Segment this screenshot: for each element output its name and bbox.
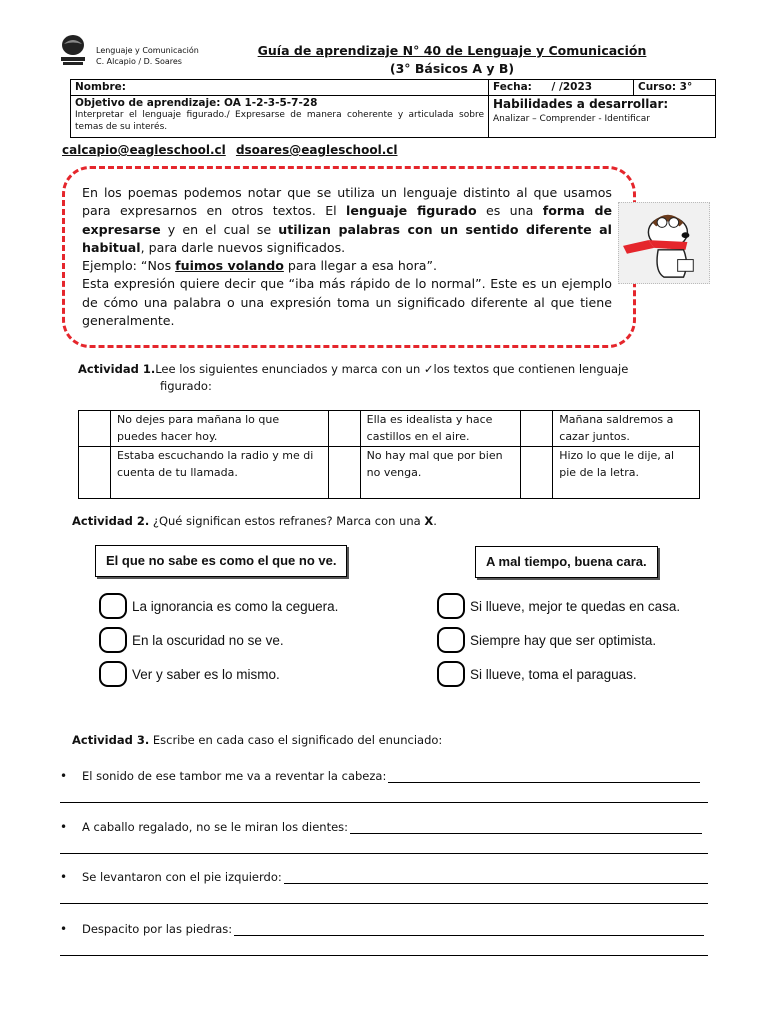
bullet-icon: • <box>60 870 68 884</box>
answer-line[interactable] <box>60 802 708 803</box>
option-item[interactable] <box>437 592 680 620</box>
refran-box-2: A mal tiempo, buena cara. <box>475 546 658 578</box>
bullet-icon: • <box>60 820 68 834</box>
option-label: Si llueve, toma el paraguas. <box>470 666 637 682</box>
checkbox-cell[interactable] <box>328 411 360 447</box>
school-teachers: C. Alcapio / D. Soares <box>96 57 182 66</box>
activity-2-text: ¿Qué significan estos refranes? Marca con una <box>152 514 425 528</box>
activity-1-instructions <box>78 361 628 378</box>
intro-example <box>82 257 612 275</box>
option-item[interactable] <box>437 626 680 654</box>
statement-cell: Mañana saldremos a cazar juntos. <box>553 411 700 447</box>
example-c: para llegar a esa hora”. <box>283 258 437 274</box>
option-item[interactable] <box>99 626 338 654</box>
answer-circle[interactable] <box>99 661 127 687</box>
teacher-emails <box>62 143 403 157</box>
option-item[interactable] <box>99 660 338 688</box>
bullet-icon: • <box>60 769 68 783</box>
option-label: En la oscuridad no se ve. <box>132 632 284 648</box>
statement-cell: Hizo lo que le dije, al pie de la letra. <box>553 447 700 499</box>
habilidades-cell <box>489 96 716 138</box>
school-info <box>96 45 199 67</box>
option-label: La ignorancia es como la ceguera. <box>132 598 339 614</box>
exercise-prompt: A caballo regalado, no se le miran los dientes: <box>82 820 349 834</box>
answer-line[interactable] <box>60 903 708 904</box>
exercise-item <box>60 918 704 936</box>
answer-line[interactable] <box>60 955 708 956</box>
intro-p1g: , para darle nuevos significados. <box>140 239 346 255</box>
snoopy-pilot-illustration <box>618 202 710 284</box>
email-link-2[interactable]: dsoares@eagleschool.cl <box>235 143 398 157</box>
checkbox-cell[interactable] <box>328 447 360 499</box>
answer-circle[interactable] <box>437 627 465 653</box>
activity-1-label: Actividad 1. <box>78 362 156 376</box>
intro-p1f: utilizan palabras con un sentido diferente al habitual <box>82 221 612 255</box>
statement-cell: Estaba escuchando la radio y me di cuenta de tu llamada. <box>111 447 329 499</box>
exercise-item <box>60 816 702 834</box>
habilidades-text: Analizar – Comprender - Identificar <box>493 114 650 124</box>
refran-2-options <box>437 592 680 688</box>
info-table <box>70 79 716 138</box>
curso-field: Curso: 3° <box>634 80 716 96</box>
objetivo-cell <box>71 96 489 138</box>
activity-2-mark: X <box>424 514 434 528</box>
bullet-icon: • <box>60 922 68 936</box>
exercise-item <box>60 866 708 884</box>
checkbox-cell[interactable] <box>79 447 111 499</box>
answer-line[interactable] <box>350 820 702 834</box>
intro-paragraph <box>82 184 612 257</box>
nombre-field[interactable]: Nombre: <box>71 80 489 96</box>
statement-cell: Ella es idealista y hace castillos en el aire. <box>360 411 521 447</box>
exercise-prompt: Se levantaron con el pie izquierdo: <box>82 870 282 884</box>
option-item[interactable] <box>437 660 680 688</box>
activity-1-table <box>78 410 700 499</box>
intro-explanation: Esta expresión quiere decir que “iba más rápido de lo normal”. Este es un ejemplo de cómo una palabra o una expresión toma un significado diferente al que tiene generalmente. <box>82 276 612 329</box>
refran-box-1: El que no sabe es como el que no ve. <box>95 545 347 577</box>
habilidades-label: Habilidades a desarrollar: <box>493 97 669 111</box>
answer-line[interactable] <box>60 853 708 854</box>
answer-circle[interactable] <box>437 593 465 619</box>
answer-line[interactable] <box>388 769 700 783</box>
activity-2-text-end: . <box>433 514 437 528</box>
option-label: Si llueve, mejor te quedas en casa. <box>470 598 681 614</box>
email-link-1[interactable]: calcapio@eagleschool.cl <box>62 143 226 157</box>
objetivo-label: Objetivo de aprendizaje: OA 1-2-3-5-7-28 <box>75 97 318 109</box>
page-title: Guía de aprendizaje N° 40 de Lenguaje y Comunicación <box>257 43 647 58</box>
answer-circle[interactable] <box>99 627 127 653</box>
example-a: Ejemplo: “Nos <box>82 258 176 274</box>
fecha-label: Fecha: <box>493 81 532 93</box>
statement-cell: No dejes para mañana lo que puedes hacer hoy. <box>111 411 329 447</box>
activity-3-label: Actividad 3. <box>72 733 150 747</box>
checkbox-cell[interactable] <box>521 411 553 447</box>
objetivo-text: Interpretar el lenguaje figurado./ Expresarse de manera coherente y articulada sobre temas de su interés. <box>75 110 484 132</box>
refran-1-options <box>99 592 338 688</box>
exercise-prompt: Despacito por las piedras: <box>82 922 233 936</box>
answer-circle[interactable] <box>437 661 465 687</box>
checkbox-cell[interactable] <box>521 447 553 499</box>
intro-p1d: forma de expresarse <box>82 203 613 237</box>
activity-3-text: Escribe en cada caso el significado del enunciado: <box>152 733 443 747</box>
option-label: Ver y saber es lo mismo. <box>132 666 280 682</box>
activity-2-label: Actividad 2. <box>72 514 150 528</box>
intro-p1e: y en el cual se <box>160 221 279 237</box>
intro-text <box>82 184 612 330</box>
answer-line[interactable] <box>284 870 708 884</box>
checkbox-cell[interactable] <box>79 411 111 447</box>
activity-1-text: Lee los siguientes enunciados y marca con un ✓los textos que contienen lenguaje <box>155 362 629 376</box>
exercise-prompt: El sonido de ese tambor me va a reventar la cabeza: <box>82 769 387 783</box>
answer-line[interactable] <box>234 922 704 936</box>
intro-p1c: es una <box>476 203 543 219</box>
activity-1-text-cont: figurado: <box>160 379 212 393</box>
school-subject: Lenguaje y Comunicación <box>96 46 199 55</box>
exercise-item <box>60 765 700 783</box>
fecha-field[interactable] <box>489 80 634 96</box>
activity-2-instructions <box>72 513 437 530</box>
option-item[interactable] <box>99 592 338 620</box>
example-phrase: fuimos volando <box>175 258 284 274</box>
fecha-value: / /2023 <box>551 81 593 93</box>
intro-p1a: En los poemas podemos notar que se utiliza un lenguaje distinto al que usamos para expresarnos en otros textos. El <box>82 185 612 219</box>
intro-term: lenguaje figurado <box>346 203 477 219</box>
option-label: Siempre hay que ser optimista. <box>470 632 657 648</box>
statement-cell: No hay mal que por bien no venga. <box>360 447 521 499</box>
activity-3-instructions <box>72 732 442 749</box>
page-subtitle: (3° Básicos A y B) <box>389 61 515 76</box>
answer-circle[interactable] <box>99 593 127 619</box>
school-logo <box>58 34 88 68</box>
